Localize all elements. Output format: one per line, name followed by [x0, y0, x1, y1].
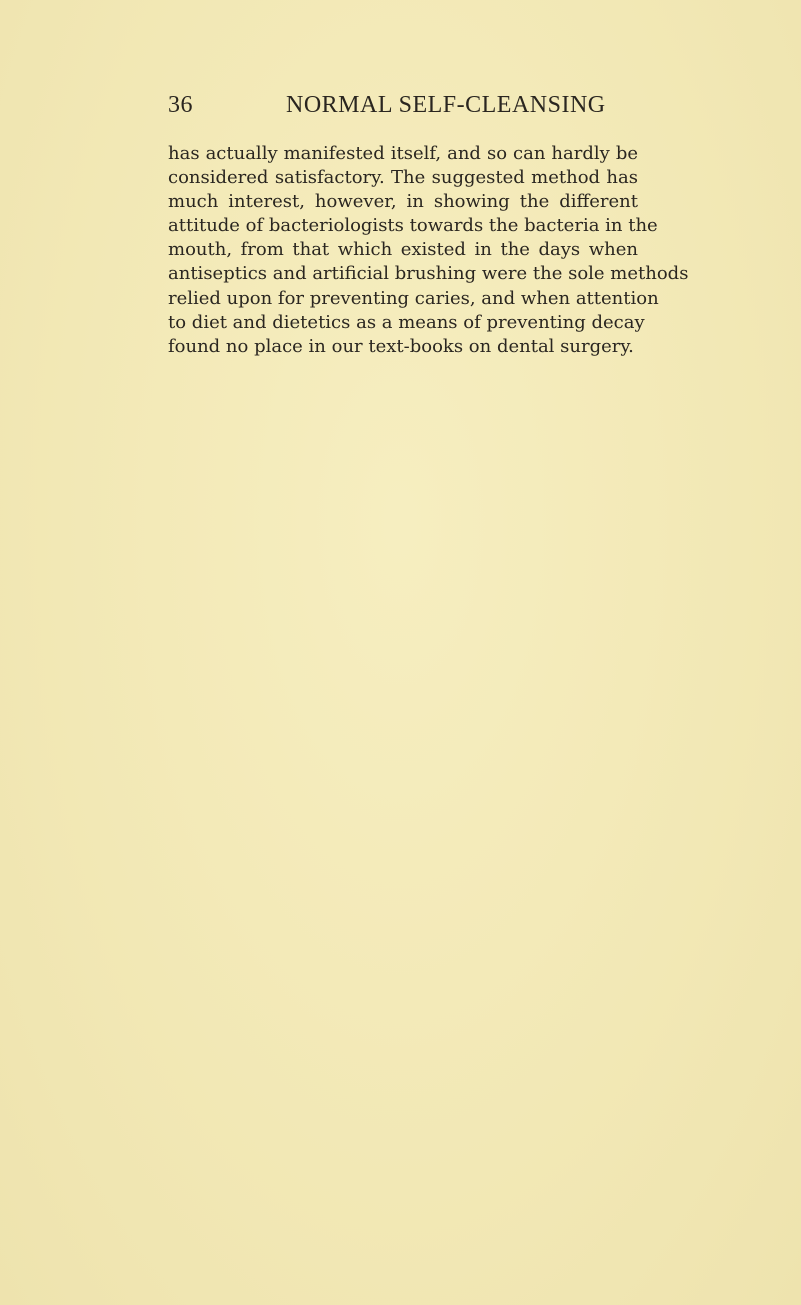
text-line: to diet and dietetics as a means of preventing decay	[168, 311, 645, 333]
text-line: mouth, from that which existed in the days when	[168, 239, 638, 261]
text-line: found no place in our text-books on dental surgery.	[168, 335, 634, 357]
text-line: attitude of bacteriologists towards the bacteria in the	[168, 215, 658, 237]
page-number: 36	[168, 92, 193, 118]
running-head-title: NORMAL SELF-CLEANSING	[286, 92, 606, 118]
text-line: relied upon for preventing caries, and when attention	[168, 287, 659, 309]
text-line: antiseptics and artificial brushing were the sole methods	[168, 263, 689, 285]
text-line: considered satisfactory. The suggested method has	[168, 167, 638, 189]
body-paragraph	[168, 142, 689, 359]
running-head	[168, 92, 638, 122]
text-line: much interest, however, in showing the different	[168, 191, 638, 213]
text-line: has actually manifested itself, and so can hardly be	[168, 143, 638, 164]
